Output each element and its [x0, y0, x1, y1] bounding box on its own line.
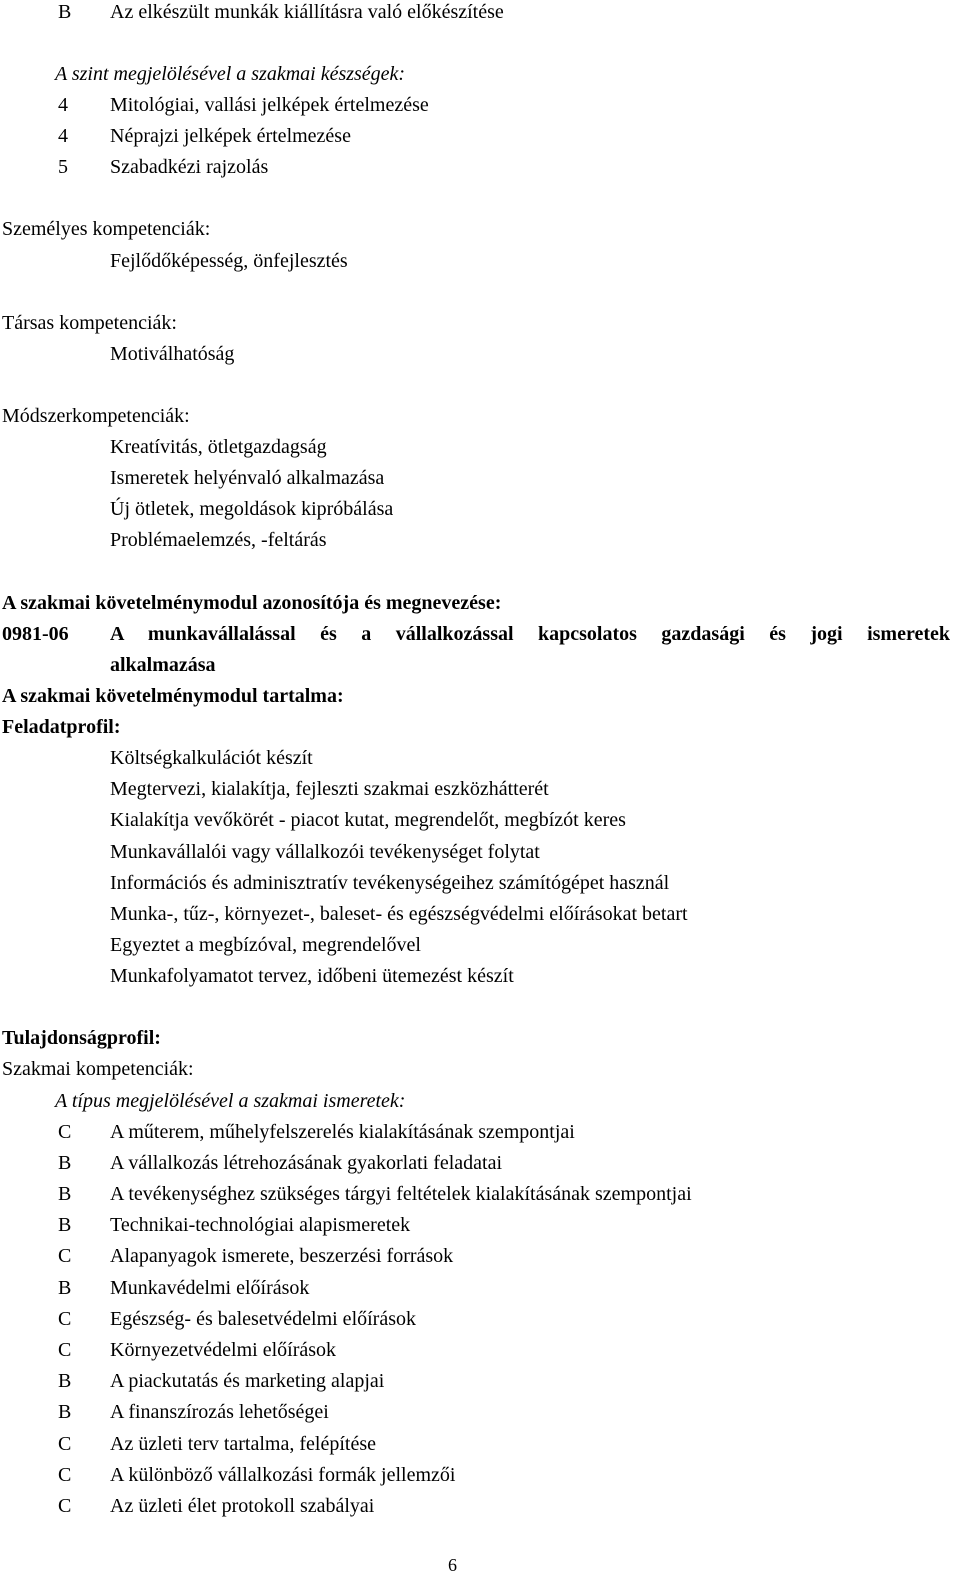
knowledge-code: B: [58, 1277, 72, 1299]
knowledge-item: A finanszírozás lehetőségei: [110, 1401, 329, 1423]
module-id-heading: A szakmai követelménymodul azonosítója és megnevezése:: [2, 592, 502, 614]
knowledge-item: Környezetvédelmi előírások: [110, 1339, 337, 1361]
knowledge-item: Az üzleti terv tartalma, felépítése: [110, 1433, 376, 1455]
module-title-line1: A munkavállalással és a vállalkozással kapcsolatos gazdasági és jogi ismeretek: [110, 623, 950, 645]
task-item: Költségkalkulációt készít: [110, 747, 313, 769]
method-item: Problémaelemzés, -feltárás: [110, 529, 327, 551]
task-item: Egyeztet a megbízóval, megrendelővel: [110, 934, 421, 956]
task-item: Munkavállalói vagy vállalkozói tevékenységet folytat: [110, 841, 540, 863]
method-item: Kreatívitás, ötletgazdagság: [110, 436, 327, 458]
method-heading: Módszerkompetenciák:: [2, 405, 190, 427]
top-item-code: B: [58, 1, 72, 23]
social-heading: Társas kompetenciák:: [2, 312, 177, 334]
knowledge-code: B: [58, 1214, 72, 1236]
top-item-text: Az elkészült munkák kiállításra való előkészítése: [110, 1, 504, 23]
profile-type-heading: A típus megjelölésével a szakmai ismeretek:: [55, 1090, 406, 1112]
knowledge-item: A vállalkozás létrehozásának gyakorlati feladatai: [110, 1152, 503, 1174]
knowledge-code: C: [58, 1339, 72, 1361]
skill-code: 4: [58, 125, 68, 147]
knowledge-code: C: [58, 1245, 72, 1267]
personal-item: Fejlődőképesség, önfejlesztés: [110, 250, 348, 272]
knowledge-code: C: [58, 1495, 72, 1517]
knowledge-code: C: [58, 1464, 72, 1486]
knowledge-code: C: [58, 1121, 72, 1143]
knowledge-item: Egészség- és balesetvédelmi előírások: [110, 1308, 416, 1330]
skills-heading: A szint megjelölésével a szakmai készségek:: [55, 63, 406, 85]
skill-code: 4: [58, 94, 68, 116]
skill-code: 5: [58, 156, 68, 178]
module-title-line2: alkalmazása: [110, 654, 216, 676]
page-number: 6: [448, 1555, 457, 1575]
knowledge-code: C: [58, 1308, 72, 1330]
knowledge-code: C: [58, 1433, 72, 1455]
skill-item: Néprajzi jelképek értelmezése: [110, 125, 351, 147]
task-profile-heading: Feladatprofil:: [2, 716, 121, 738]
personal-heading: Személyes kompetenciák:: [2, 218, 211, 240]
method-item: Új ötletek, megoldások kipróbálása: [110, 498, 394, 520]
skill-item: Mitológiai, vallási jelképek értelmezése: [110, 94, 429, 116]
skill-item: Szabadkézi rajzolás: [110, 156, 269, 178]
social-item: Motiválhatóság: [110, 343, 235, 365]
method-item: Ismeretek helyénvaló alkalmazása: [110, 467, 385, 489]
knowledge-item: A műterem, műhelyfelszerelés kialakításának szempontjai: [110, 1121, 575, 1143]
knowledge-item: A piackutatás és marketing alapjai: [110, 1370, 385, 1392]
task-item: Kialakítja vevőkörét - piacot kutat, megrendelőt, megbízót keres: [110, 809, 626, 831]
knowledge-item: A különböző vállalkozási formák jellemzői: [110, 1464, 456, 1486]
task-item: Információs és adminisztratív tevékenységeihez számítógépet használ: [110, 872, 670, 894]
knowledge-code: B: [58, 1401, 72, 1423]
knowledge-item: Alapanyagok ismerete, beszerzési források: [110, 1245, 454, 1267]
knowledge-item: Munkavédelmi előírások: [110, 1277, 310, 1299]
profile-heading: Tulajdonságprofil:: [2, 1027, 161, 1049]
knowledge-item: Az üzleti élet protokoll szabályai: [110, 1495, 375, 1517]
task-item: Munkafolyamatot tervez, időbeni ütemezést készít: [110, 965, 514, 987]
profile-sub-heading: Szakmai kompetenciák:: [2, 1058, 194, 1080]
knowledge-code: B: [58, 1183, 72, 1205]
knowledge-item: A tevékenységhez szükséges tárgyi feltételek kialakításának szempontjai: [110, 1183, 692, 1205]
knowledge-code: B: [58, 1370, 72, 1392]
task-item: Megtervezi, kialakítja, fejleszti szakmai eszközhátterét: [110, 778, 549, 800]
knowledge-item: Technikai-technológiai alapismeretek: [110, 1214, 411, 1236]
module-content-heading: A szakmai követelménymodul tartalma:: [2, 685, 344, 707]
module-code: 0981-06: [2, 623, 69, 645]
task-item: Munka-, tűz-, környezet-, baleset- és egészségvédelmi előírásokat betart: [110, 903, 688, 925]
knowledge-code: B: [58, 1152, 72, 1174]
